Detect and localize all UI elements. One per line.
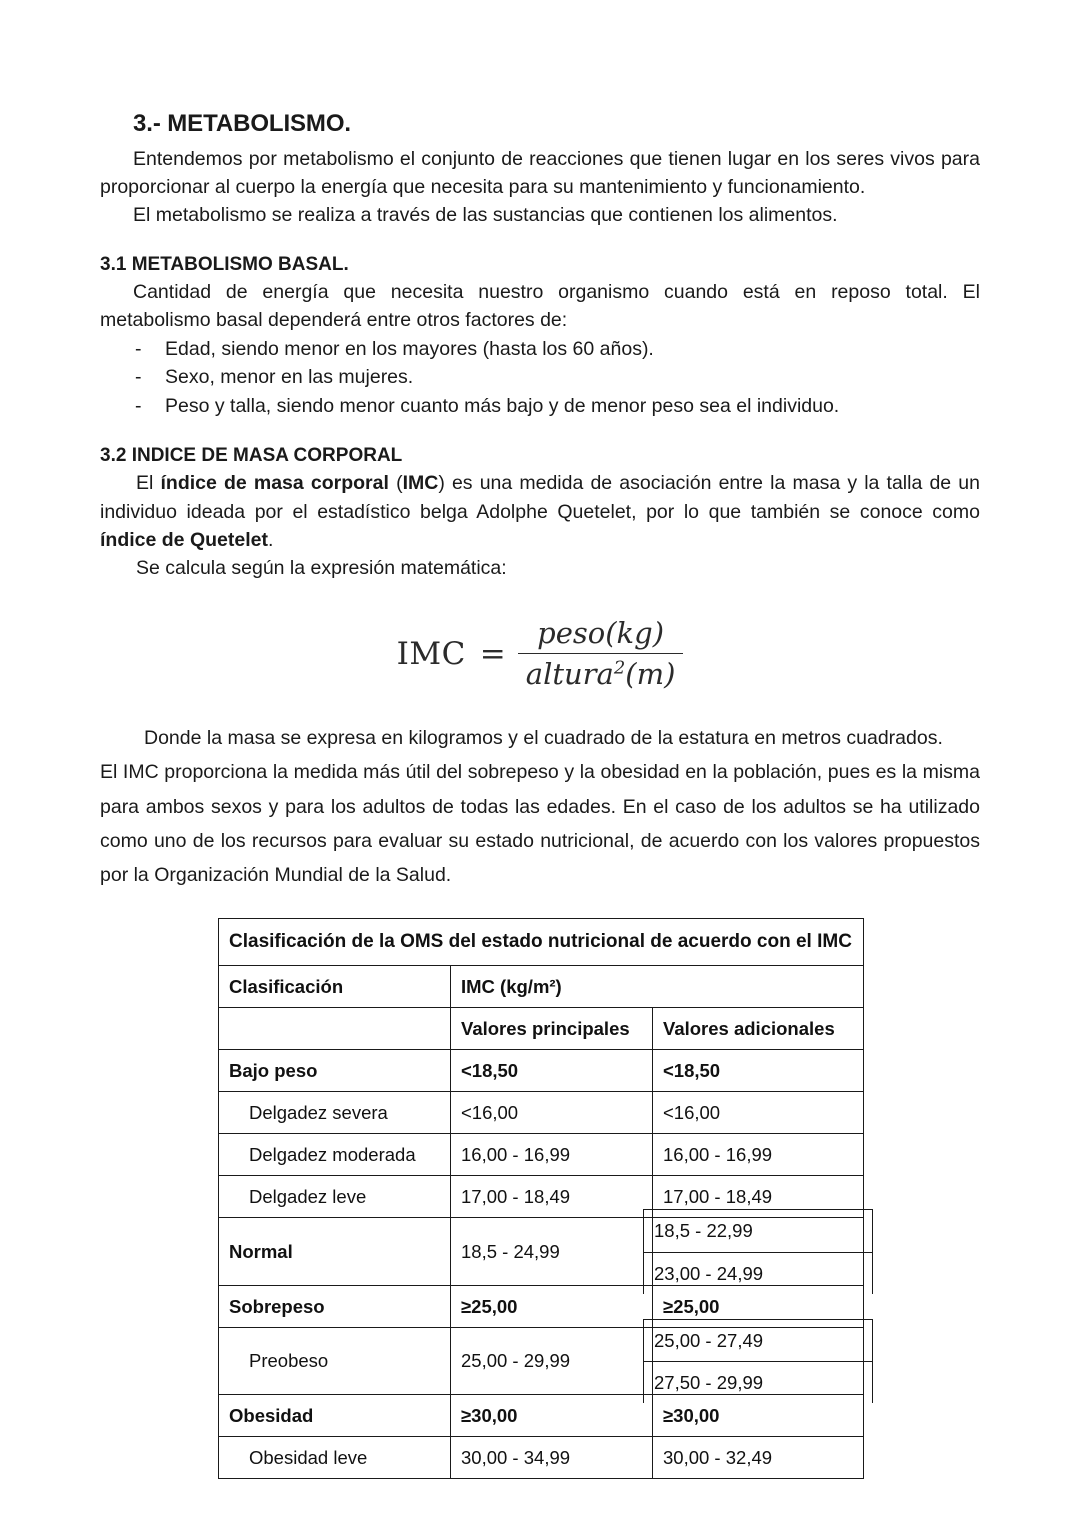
row-label: Sobrepeso xyxy=(219,1285,451,1327)
page-content xyxy=(100,110,980,1479)
row-additional-value: 25,00 - 27,49 xyxy=(644,1319,873,1361)
row-main-value: <16,00 xyxy=(451,1092,653,1134)
heading-metabolismo-basal: 3.1 METABOLISMO BASAL. xyxy=(100,253,349,275)
page-title: 3.- METABOLISMO. xyxy=(133,110,351,137)
table-caption-row xyxy=(219,918,864,965)
list-item xyxy=(100,335,980,364)
row-main-value: ≥25,00 xyxy=(451,1285,653,1327)
row-label: Normal xyxy=(219,1218,451,1285)
intro-paragraph-1: Entendemos por metabolismo el conjunto de reacciones que tienen lugar en los seres vivos para proporcionar al cuerpo la energía que necesita para su mantenimiento y funcionamiento. xyxy=(100,147,980,199)
intro-paragraph-2: El metabolismo se realiza a través de las sustancias que contienen los alimentos. xyxy=(133,204,838,227)
imc-definition-paragraph xyxy=(100,469,980,554)
def-term-imc: índice de masa corporal xyxy=(160,472,389,495)
table-row xyxy=(219,1437,864,1479)
row-main-value: ≥30,00 xyxy=(451,1395,653,1437)
row-additional-value: 30,00 - 32,49 xyxy=(653,1437,864,1479)
row-label: Preobeso xyxy=(219,1327,451,1394)
column-header-blank xyxy=(219,1007,451,1049)
row-label: Obesidad leve xyxy=(219,1437,451,1479)
table-row xyxy=(219,1218,864,1285)
row-main-value: 16,00 - 16,99 xyxy=(451,1134,653,1176)
basal-intro: Cantidad de energía que necesita nuestro organismo cuando está en reposo total. El metabolismo basal dependerá entre otros factores de: xyxy=(100,281,980,332)
column-header-imc: IMC (kg/m²) xyxy=(451,965,864,1007)
row-main-value: 18,5 - 24,99 xyxy=(451,1218,653,1285)
row-additional-value: 18,5 - 22,99 xyxy=(644,1210,873,1252)
list-item-label: Peso y talla, siendo menor cuanto más bajo y de menor peso sea el individuo. xyxy=(165,395,840,418)
table-row xyxy=(219,1327,864,1394)
table-header-row-2 xyxy=(219,1007,864,1049)
formula-fraction xyxy=(518,616,684,691)
row-additional-group xyxy=(653,1218,864,1285)
formula-lhs: IMC xyxy=(396,635,466,672)
table-header-row-1 xyxy=(219,965,864,1007)
formula-denominator xyxy=(518,653,684,691)
table-row xyxy=(219,1049,864,1091)
column-header-classification: Clasificación xyxy=(219,965,451,1007)
table-caption: Clasificación de la OMS del estado nutricional de acuerdo con el IMC xyxy=(219,918,864,965)
def-abbr-imc: IMC xyxy=(402,472,439,495)
column-header-additional-values: Valores adicionales xyxy=(653,1007,864,1049)
row-main-value: 30,00 - 34,99 xyxy=(451,1437,653,1479)
spacer xyxy=(100,421,980,443)
row-additional-value: ≥30,00 xyxy=(653,1395,864,1437)
imc-formula xyxy=(100,616,980,691)
denominator-exponent: 2 xyxy=(613,657,626,679)
def-mid-2: ) es una medida de asociación entre la masa y la talla de un individuo ideada por el estadístico belga Adolphe Quetelet, por lo que también se conoce como xyxy=(100,472,980,523)
heading-indice-masa-corporal: 3.2 INDICE DE MASA CORPORAL xyxy=(100,444,403,466)
list-item xyxy=(100,392,980,421)
basal-factors-list xyxy=(100,335,980,421)
spacer xyxy=(100,230,980,252)
row-main-value: 17,00 - 18,49 xyxy=(451,1176,653,1218)
denominator-tail: (m) xyxy=(625,657,676,692)
def-lead: El xyxy=(136,472,161,495)
row-additional-value: <16,00 xyxy=(653,1092,864,1134)
row-additional-value: ≥25,00 xyxy=(653,1285,864,1327)
row-additional-value: 23,00 - 24,99 xyxy=(644,1252,873,1294)
formula-equals: = xyxy=(479,635,506,672)
row-label: Obesidad xyxy=(219,1395,451,1437)
table-row xyxy=(219,1134,864,1176)
imc-table-container xyxy=(100,918,980,1479)
list-item-label: Edad, siendo menor en los mayores (hasta los 60 años). xyxy=(165,337,654,360)
row-main-value: <18,50 xyxy=(451,1049,653,1091)
row-additional-value: <18,50 xyxy=(653,1049,864,1091)
dash-marker: - xyxy=(135,366,142,389)
row-label: Delgadez leve xyxy=(219,1176,451,1218)
formula-numerator: peso(kg) xyxy=(537,616,665,651)
row-additional-value: 16,00 - 16,99 xyxy=(653,1134,864,1176)
list-item-label: Sexo, menor en las mujeres. xyxy=(165,366,414,389)
imc-formula-lead: Se calcula según la expresión matemática: xyxy=(136,557,507,580)
imc-explanation-paragraph: El IMC proporciona la medida más útil del sobrepeso y la obesidad en la población, pues es la misma para ambos sexos y para los adultos de todas las edades. En el caso de los adultos se ha utilizado como uno de los recursos para evaluar su estado nutricional, de acuerdo con los valores propuestos por la Organización Mundial de la Salud. xyxy=(100,761,980,886)
imc-classification-table xyxy=(218,918,864,1479)
row-additional-value: 27,50 - 29,99 xyxy=(644,1361,873,1403)
row-main-value: 25,00 - 29,99 xyxy=(451,1327,653,1394)
denominator-base: altura xyxy=(525,657,614,692)
dash-marker: - xyxy=(135,337,142,360)
table-row xyxy=(219,1395,864,1437)
after-formula-paragraph: Donde la masa se expresa en kilogramos y el cuadrado de la estatura en metros cuadrados. xyxy=(144,727,943,750)
table-row xyxy=(219,1092,864,1134)
row-label: Delgadez severa xyxy=(219,1092,451,1134)
def-mid-1: ( xyxy=(388,472,403,495)
dash-marker: - xyxy=(135,395,142,418)
def-tail: . xyxy=(267,528,274,551)
row-label: Bajo peso xyxy=(219,1049,451,1091)
row-additional-group xyxy=(653,1327,864,1394)
def-term-quetelet: índice de Quetelet xyxy=(100,528,268,551)
additional-values-split xyxy=(643,1209,873,1293)
column-header-main-values: Valores principales xyxy=(451,1007,653,1049)
row-additional-value: 17,00 - 18,49 xyxy=(653,1176,864,1218)
row-label: Delgadez moderada xyxy=(219,1134,451,1176)
additional-values-split xyxy=(643,1319,873,1403)
list-item xyxy=(100,363,980,392)
